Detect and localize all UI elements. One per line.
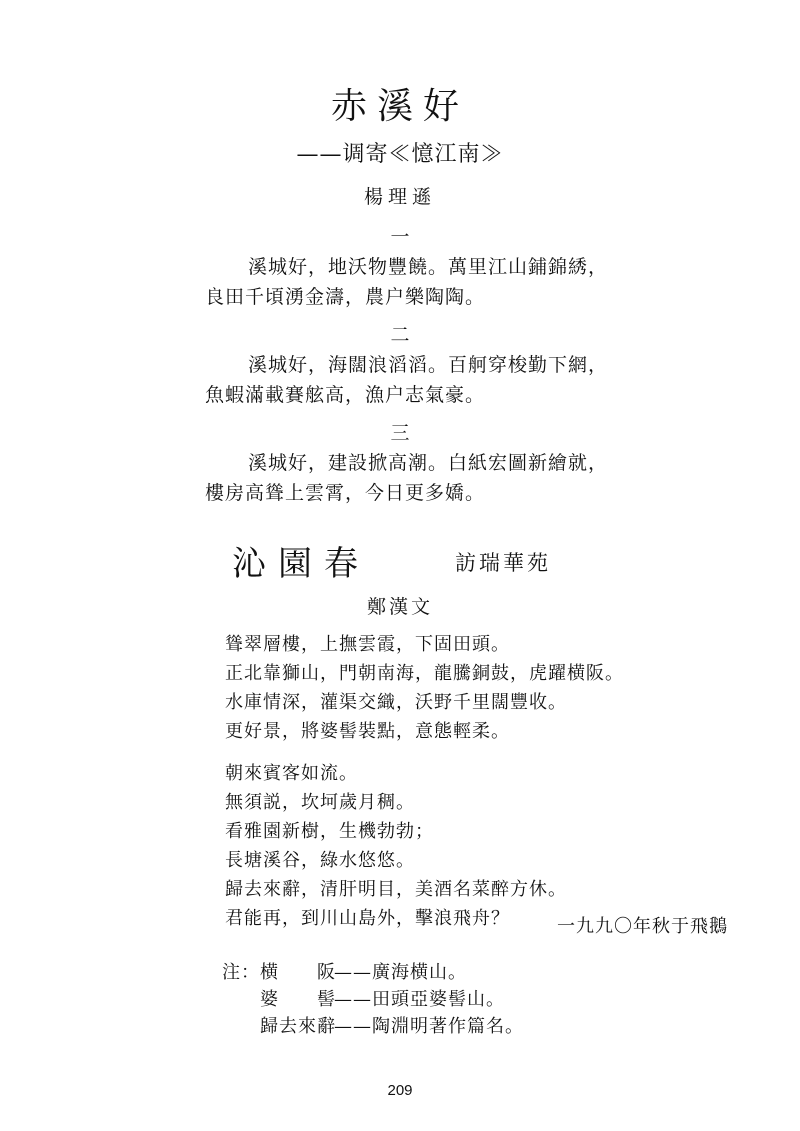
verse-line: 溪城好，建設掀高潮。白紙宏圖新繪就，	[248, 452, 609, 474]
poem2-title: 沁園春	[232, 544, 370, 584]
poem-line: 聳翠層樓，上撫雲霞，下固田頭。	[225, 634, 510, 655]
poem-line: 朝來賓客如流。	[225, 763, 358, 784]
notes-label: 注：	[222, 962, 260, 983]
poem1-subtitle: ——调寄≪憶江南≫	[296, 142, 504, 167]
page-number: 209	[387, 1082, 413, 1099]
poem1-title: 赤溪好	[330, 86, 469, 127]
note-term: 婆 髻	[260, 989, 336, 1010]
poem-line: 看雅園新樹，生機勃勃；	[225, 821, 434, 842]
poem-line: 歸去來辭，清肝明目，美酒名菜醉方休。	[225, 879, 567, 900]
section-number: 二	[390, 324, 410, 346]
poem-line: 長塘溪谷，綠水悠悠。	[225, 850, 415, 871]
poem-line: 更好景，將婆髻裝點，意態輕柔。	[225, 721, 510, 742]
section-number: 一	[390, 226, 410, 248]
verse-line: 溪城好，地沃物豐饒。萬里江山鋪錦綉，	[248, 256, 609, 278]
note-desc: ——陶淵明著作篇名。	[334, 1016, 524, 1037]
note-desc: ——廣海横山。	[334, 962, 467, 983]
verse-line: 樓房高聳上雲霄，今日更多嬌。	[205, 482, 486, 504]
note-term: 歸去來辭	[260, 1016, 336, 1037]
poem-line: 水庫情深，灌渠交織，沃野千里闊豐收。	[225, 692, 567, 713]
poem-line: 正北靠獅山，門朝南海，龍騰銅鼓，虎躍横阪。	[225, 663, 624, 684]
poem-date: 一九九〇年秋于飛鵝	[557, 916, 728, 937]
note-desc: ——田頭亞婆髻山。	[334, 989, 505, 1010]
poem1-author: 楊理遜	[363, 186, 436, 208]
poem-line: 君能再，到川山島外，擊浪飛舟？	[225, 908, 510, 929]
section-number: 三	[390, 422, 410, 444]
note-term: 横 阪	[260, 962, 336, 983]
poem2-subtitle: 訪瑞華苑	[455, 551, 551, 575]
poem-line: 無須説，坎坷歲月稠。	[225, 792, 415, 813]
poem2-author: 鄭漢文	[366, 596, 433, 618]
verse-line: 良田千頃湧金濤，農户樂陶陶。	[205, 286, 486, 308]
verse-line: 溪城好，海闊浪滔滔。百舸穿梭勤下網，	[248, 354, 609, 376]
verse-line: 魚蝦滿載賽舷高，漁户志氣豪。	[205, 384, 486, 406]
